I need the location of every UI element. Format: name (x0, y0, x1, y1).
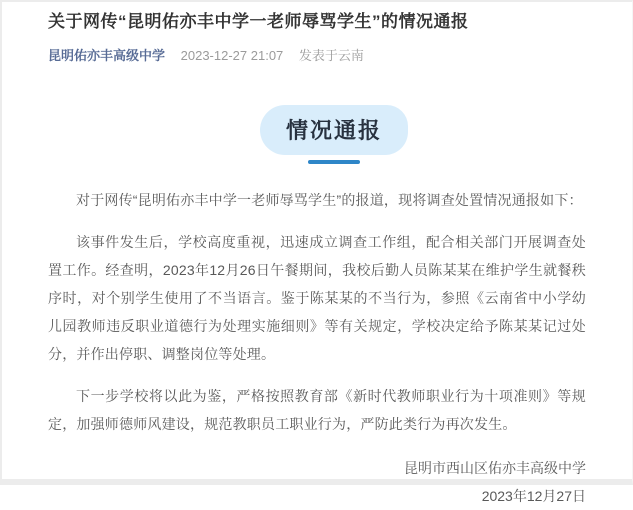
publish-timestamp: 2023-12-27 21:07 (180, 47, 284, 63)
notice-badge (65, 105, 603, 164)
paragraph-findings: 该事件发生后，学校高度重视，迅速成立调查工作组，配合相关部门开展调查处置工作。经查明，2023年12月26日午餐期间，我校后勤人员陈某某在维护学生就餐秩序时，对个别学生使用了不当语言。鉴于陈某某的不当行为，参照《云南省中小学幼儿园教师违反职业道德行为处理实施细则》等有关规定，学校决定给予陈某某记过处分，并作出停职、调整岗位等处理。 (48, 233, 586, 362)
notice-badge-label: 情况通报 (285, 118, 382, 144)
badge-underline (308, 160, 360, 164)
publish-location: 发表于云南 (298, 47, 364, 63)
article-title: 关于网传“昆明佑亦丰中学一老师辱骂学生”的情况通报 (48, 12, 469, 31)
article-body (48, 186, 586, 438)
signature-org: 昆明市西山区佑亦丰高级中学 (404, 459, 586, 476)
signature-date: 2023年12月27日 (481, 487, 586, 504)
account-name-link[interactable]: 昆明佑亦丰高级中学 (48, 47, 166, 63)
notice-badge-pill (260, 105, 408, 155)
article-meta (48, 47, 586, 65)
paragraph-measures: 下一步学校将以此为鉴，严格按照教育部《新时代教师职业行为十项准则》等规定，加强师德师风建设，规范教职员工职业行为，严防此类行为再次发生。 (48, 387, 586, 432)
paragraph-intro: 对于网传“昆明佑亦丰中学一老师辱骂学生”的报道，现将调查处置情况通报如下： (76, 191, 583, 208)
signature-block (48, 454, 586, 510)
